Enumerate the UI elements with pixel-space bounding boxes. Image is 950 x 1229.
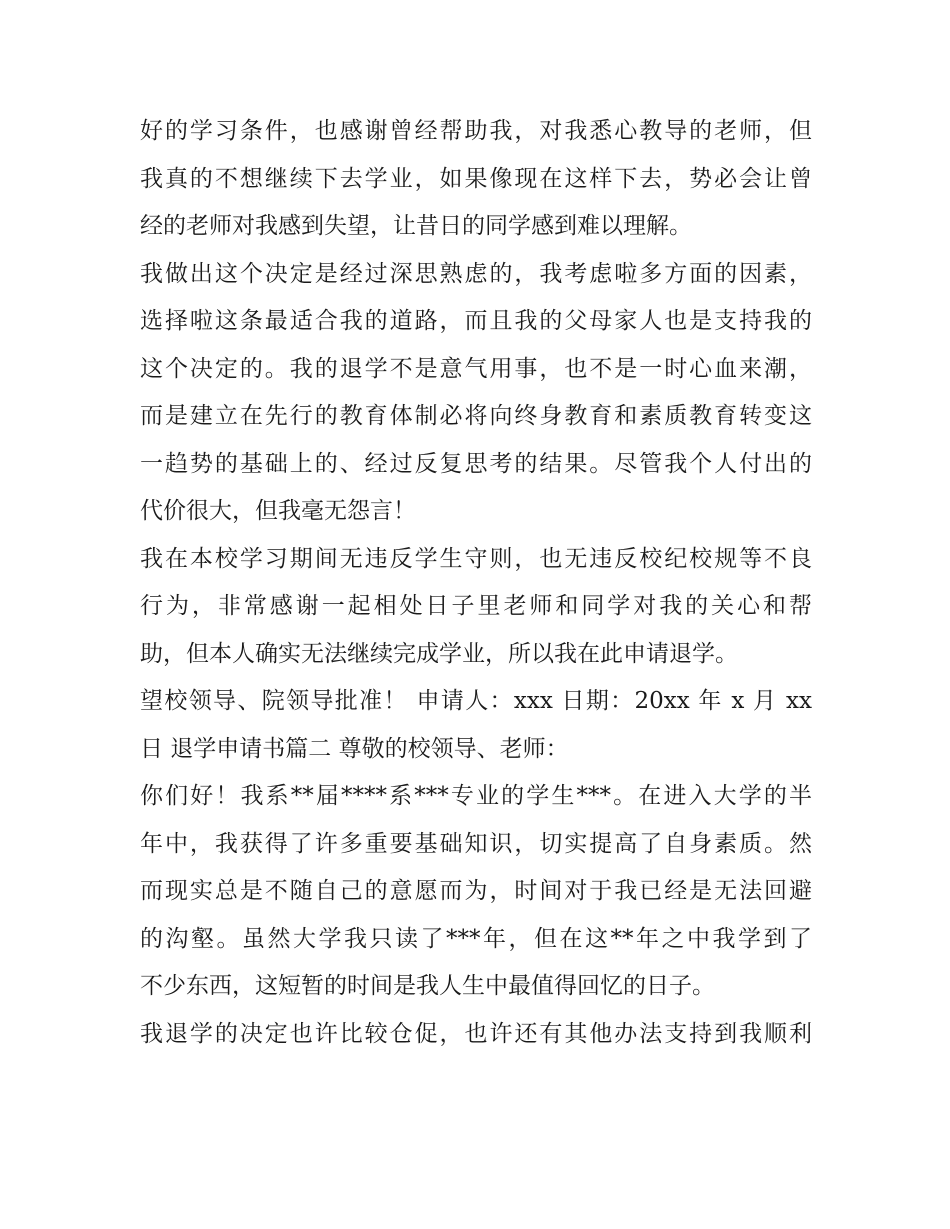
text-line: 选择啦这条最适合我的道路，而且我的父母家人也是支持我的	[140, 308, 812, 334]
text-line: 这个决定的。我的退学不是意气用事，也不是一时心血来潮，	[140, 355, 812, 382]
text-line: 而现实总是不随自己的意愿而为，时间对于我已经是无法回避	[140, 878, 812, 904]
text-line: 行为，非常感谢一起相处日子里老师和同学对我的关心和帮	[140, 593, 812, 619]
text-line: 而是建立在先行的教育体制必将向终身教育和素质教育转变这	[140, 403, 812, 429]
text-line: 我真的不想继续下去学业，如果像现在这样下去，势必会让曾	[140, 165, 812, 192]
text-line: 望校领导、院领导批准！ 申请人：xxx 日期：20xx 年 x 月 xx	[140, 688, 812, 714]
text-line: 我退学的决定也许比较仓促，也许还有其他办法支持到我顺利	[140, 1020, 812, 1047]
document-body	[140, 108, 812, 1058]
text-line: 不少东西，这短暂的时间是我人生中最值得回忆的日子。	[140, 973, 715, 999]
text-line: 经的老师对我感到失望，让昔日的同学感到难以理解。	[140, 213, 692, 239]
text-line: 的沟壑。虽然大学我只读了***年，但在这**年之中我学到了	[140, 925, 812, 952]
text-line: 一趋势的基础上的、经过反复思考的结果。尽管我个人付出的	[140, 450, 812, 477]
text-line: 日 退学申请书篇二 尊敬的校领导、老师：	[140, 735, 569, 762]
text-line: 年中，我获得了许多重要基础知识，切实提高了自身素质。然	[140, 830, 812, 857]
text-line: 我在本校学习期间无违反学生守则，也无违反校纪校规等不良	[140, 545, 812, 572]
text-line: 助，但本人确实无法继续完成学业，所以我在此申请退学。	[140, 640, 738, 667]
text-line: 代价很大，但我毫无怨言！	[140, 498, 416, 524]
text-line: 好的学习条件，也感谢曾经帮助我，对我悉心教导的老师，但	[140, 118, 812, 144]
text-line: 你们好！我系**届****系***专业的学生***。在进入大学的半	[140, 783, 812, 809]
text-line: 我做出这个决定是经过深思熟虑的，我考虑啦多方面的因素，	[140, 260, 812, 287]
